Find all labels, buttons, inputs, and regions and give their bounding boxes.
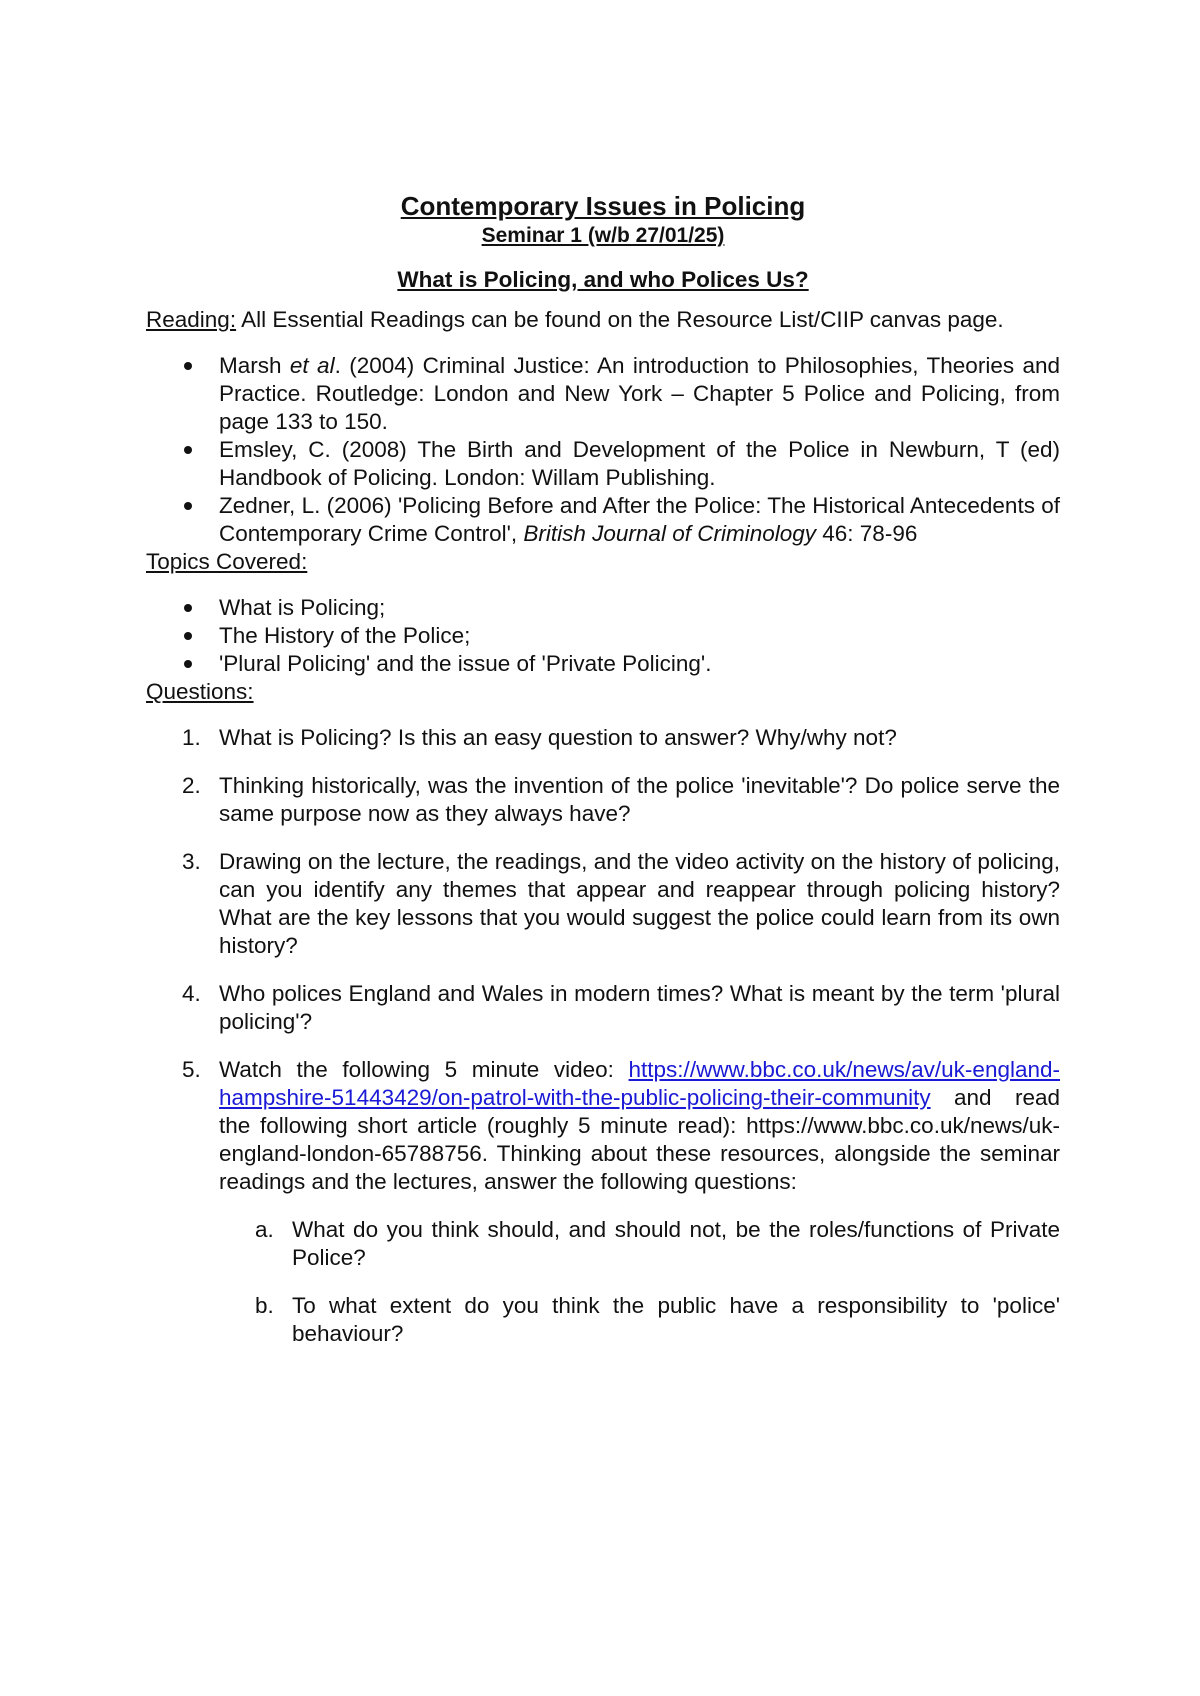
reading-intro-text: All Essential Readings can be found on the Resource List/CIIP canvas page. [236, 307, 1004, 332]
sub-question-text: What do you think should, and should not, be the roles/functions of Private Police? [292, 1217, 1060, 1270]
question-number: 3. [182, 849, 201, 874]
document-page [146, 190, 1060, 1368]
question-text: Who polices England and Wales in modern times? What is meant by the term 'plural policing'? [219, 981, 1060, 1034]
bullet-icon [184, 660, 192, 668]
list-item [146, 436, 1060, 492]
list-item [146, 650, 1060, 678]
question-item [146, 772, 1060, 828]
reading-item-text: Emsley, C. (2008) The Birth and Development of the Police in Newburn, T (ed) Handbook of Policing. London: Willam Publishing. [219, 437, 1060, 490]
sub-question-text: To what extent do you think the public have a responsibility to 'police' behaviour? [292, 1293, 1060, 1346]
question-number: 2. [182, 773, 201, 798]
question-text: Drawing on the lecture, the readings, and the video activity on the history of policing, can you identify any themes that appear and reappear through policing history? What are the key lessons that you would suggest the police could learn from its own history? [219, 849, 1060, 958]
question-item [146, 1056, 1060, 1348]
reading-list [146, 352, 1060, 548]
sub-question-item [219, 1216, 1060, 1272]
question-item [146, 848, 1060, 960]
topic-text: What is Policing; [219, 595, 386, 620]
question-text: . Thinking about these resources, alongside the seminar readings and the lectures, answer the following questions: [219, 1141, 1060, 1194]
topic-text: 'Plural Policing' and the issue of 'Private Policing'. [219, 651, 712, 676]
question-number: 5. [182, 1057, 201, 1082]
reading-item-text: 46: 78-96 [816, 521, 918, 546]
reading-item-text: . (2004) Criminal Justice: An introduction to Philosophies, Theories and Practice. Routledge: London and New York – Chapter 5 Police and Policing, from page 133 to 150. [219, 353, 1061, 434]
question-text: Thinking historically, was the invention of the police 'inevitable'? Do police serve the same purpose now as they always have? [219, 773, 1060, 826]
question-text: and read the following short article (roughly 5 minute read): [219, 1085, 1060, 1138]
list-item [146, 352, 1060, 436]
question-text: What is Policing? Is this an easy question to answer? Why/why not? [219, 725, 897, 750]
question-number: 4. [182, 981, 201, 1006]
reading-item-text: Zedner, L. (2006) 'Policing Before and After the Police: The Historical Antecedents of Contemporary Crime Control', [219, 493, 1060, 546]
question-text: Watch the following 5 minute video: [219, 1057, 629, 1082]
seminar-heading: What is Policing, and who Polices Us? [397, 267, 809, 292]
reading-item-italic: et al [289, 353, 335, 378]
list-item [146, 622, 1060, 650]
topic-text: The History of the Police; [219, 623, 471, 648]
seminar-subtitle: Seminar 1 (w/b 27/01/25) [481, 224, 725, 247]
sub-question-letter: a. [255, 1217, 274, 1242]
bullet-icon [184, 446, 192, 454]
bbc-article-url: https://www.bbc.co.uk/news/uk-england-london-65788756 [219, 1113, 1060, 1166]
questions-label: Questions: [146, 679, 254, 704]
bullet-icon [184, 502, 192, 510]
topics-label-line [146, 548, 1060, 576]
reading-item-italic: British Journal of Criminology [523, 521, 817, 546]
sub-questions-list [219, 1216, 1060, 1348]
bullet-icon [184, 604, 192, 612]
bbc-video-link[interactable]: https://www.bbc.co.uk/news/av/uk-england-hampshire-51443429/on-patrol-with-the-public-policing-their-community [219, 1057, 1060, 1110]
sub-question-letter: b. [255, 1293, 274, 1318]
question-item [146, 724, 1060, 752]
list-item [146, 594, 1060, 622]
reading-intro [146, 306, 1060, 334]
questions-list [146, 724, 1060, 1348]
questions-label-line [146, 678, 1060, 706]
topics-list [146, 594, 1060, 678]
sub-question-item [219, 1292, 1060, 1348]
bullet-icon [184, 362, 192, 370]
bullet-icon [184, 632, 192, 640]
question-item [146, 980, 1060, 1036]
list-item [146, 492, 1060, 548]
reading-label: Reading: [146, 307, 237, 332]
topics-label: Topics Covered: [146, 549, 308, 574]
question-number: 1. [182, 725, 201, 750]
document-title: Contemporary Issues in Policing [400, 191, 806, 221]
reading-item-text: Marsh [219, 353, 290, 378]
